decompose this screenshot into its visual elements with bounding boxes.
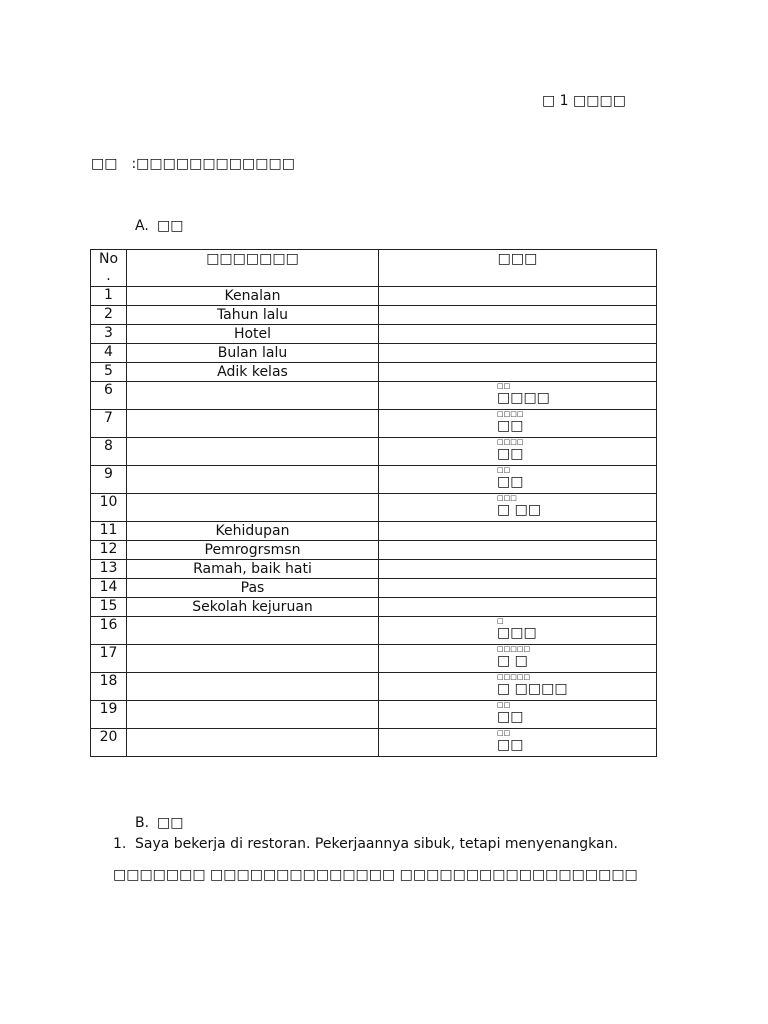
japanese-word: □□ (497, 446, 524, 462)
row-japanese (379, 344, 657, 363)
japanese-word: □□□□ (497, 390, 550, 406)
row-indonesian: Tahun lalu (127, 306, 379, 325)
row-japanese (379, 645, 657, 673)
ruby-group (497, 438, 523, 463)
table-row (91, 287, 657, 306)
row-japanese (379, 466, 657, 494)
ruby-group (497, 410, 523, 435)
ruby-group (497, 466, 523, 491)
row-japanese (379, 438, 657, 466)
table-row (91, 438, 657, 466)
header-japanese: □□□ (379, 250, 657, 287)
name-line (91, 156, 295, 172)
row-indonesian (127, 494, 379, 522)
furigana: □□ (497, 701, 511, 709)
row-indonesian: Bulan lalu (127, 344, 379, 363)
row-number: 10 (91, 494, 127, 522)
table-row (91, 560, 657, 579)
table-row (91, 579, 657, 598)
table-row (91, 494, 657, 522)
furigana: □□ (497, 466, 511, 474)
row-japanese (379, 306, 657, 325)
row-number: 13 (91, 560, 127, 579)
table-row (91, 645, 657, 673)
row-japanese (379, 410, 657, 438)
question-1-number: 1. (113, 836, 127, 852)
furigana: □□□□□ (497, 645, 531, 653)
row-number: 9 (91, 466, 127, 494)
japanese-word: □□ (497, 418, 524, 434)
section-a-title: □□ (157, 218, 184, 234)
row-japanese (379, 579, 657, 598)
ruby-group (497, 701, 523, 726)
row-number: 17 (91, 645, 127, 673)
row-japanese (379, 541, 657, 560)
row-number: 3 (91, 325, 127, 344)
row-number: 1 (91, 287, 127, 306)
row-number: 11 (91, 522, 127, 541)
question-1-answer: □□□□□□□ □□□□□□□□□□□□□□ □□□□□□□□□□□□□□□□□□ (113, 867, 638, 883)
section-b-title: □□ (157, 815, 184, 831)
table-row (91, 598, 657, 617)
row-indonesian (127, 645, 379, 673)
section-a-letter: A. (135, 218, 149, 234)
japanese-word: □□ (497, 474, 524, 490)
furigana: □□ (497, 382, 511, 390)
japanese-word: □ □□ (497, 502, 542, 518)
row-indonesian (127, 438, 379, 466)
row-indonesian: Adik kelas (127, 363, 379, 382)
table-row (91, 344, 657, 363)
row-number: 20 (91, 729, 127, 757)
furigana: □□□□ (497, 438, 524, 446)
page-header-right: □ 1 □□□□ (542, 93, 626, 109)
section-b-letter: B. (135, 815, 150, 831)
name-label: □□ (91, 156, 118, 172)
section-b-heading (135, 815, 183, 831)
row-number: 2 (91, 306, 127, 325)
row-number: 18 (91, 673, 127, 701)
table-row (91, 410, 657, 438)
ruby-group (497, 494, 541, 519)
row-japanese (379, 494, 657, 522)
table-header-row (91, 250, 657, 287)
row-japanese (379, 673, 657, 701)
header-indonesian: □□□□□□□ (127, 250, 379, 287)
row-indonesian: Kehidupan (127, 522, 379, 541)
row-number: 8 (91, 438, 127, 466)
row-japanese (379, 325, 657, 344)
row-number: 6 (91, 382, 127, 410)
table-row (91, 701, 657, 729)
japanese-word: □□□ (497, 625, 537, 641)
row-number: 12 (91, 541, 127, 560)
japanese-word: □□ (497, 709, 524, 725)
table-row (91, 617, 657, 645)
furigana: □□□ (497, 494, 517, 502)
row-indonesian: Ramah, baik hati (127, 560, 379, 579)
question-1-text: Saya bekerja di restoran. Pekerjaannya sibuk, tetapi menyenangkan. (135, 836, 618, 852)
table-row (91, 673, 657, 701)
row-japanese (379, 560, 657, 579)
ruby-group (497, 382, 550, 407)
row-japanese (379, 363, 657, 382)
row-indonesian (127, 410, 379, 438)
row-japanese (379, 617, 657, 645)
row-number: 15 (91, 598, 127, 617)
row-number: 19 (91, 701, 127, 729)
header-no (91, 250, 127, 287)
ruby-group (497, 617, 537, 642)
furigana: □ (497, 617, 504, 625)
table-row (91, 306, 657, 325)
furigana: □□ (497, 729, 511, 737)
row-number: 7 (91, 410, 127, 438)
row-japanese (379, 729, 657, 757)
row-number: 4 (91, 344, 127, 363)
section-a-heading (135, 218, 183, 234)
row-japanese (379, 598, 657, 617)
row-japanese (379, 287, 657, 306)
row-indonesian (127, 382, 379, 410)
row-number: 14 (91, 579, 127, 598)
table-row (91, 729, 657, 757)
japanese-word: □ □ (497, 653, 528, 669)
table-row (91, 382, 657, 410)
header-no-text: No . (98, 251, 119, 284)
row-indonesian (127, 466, 379, 494)
row-indonesian (127, 701, 379, 729)
furigana: □□□□ (497, 410, 524, 418)
japanese-word: □□ (497, 737, 524, 753)
table-row (91, 363, 657, 382)
row-indonesian: Pemrogrsmsn (127, 541, 379, 560)
row-indonesian: Sekolah kejuruan (127, 598, 379, 617)
row-japanese (379, 382, 657, 410)
ruby-group (497, 729, 523, 754)
row-indonesian: Kenalan (127, 287, 379, 306)
name-value: :□□□□□□□□□□□□ (131, 156, 295, 172)
ruby-group (497, 673, 568, 698)
japanese-word: □ □□□□ (497, 681, 568, 697)
row-indonesian (127, 673, 379, 701)
question-1 (113, 836, 618, 852)
row-indonesian (127, 617, 379, 645)
table-row (91, 325, 657, 344)
row-number: 16 (91, 617, 127, 645)
row-indonesian: Hotel (127, 325, 379, 344)
row-japanese (379, 701, 657, 729)
row-japanese (379, 522, 657, 541)
row-indonesian: Pas (127, 579, 379, 598)
row-number: 5 (91, 363, 127, 382)
table-row (91, 541, 657, 560)
row-indonesian (127, 729, 379, 757)
vocabulary-table (90, 249, 657, 757)
table-row (91, 522, 657, 541)
table-row (91, 466, 657, 494)
furigana: □□□□□ (497, 673, 531, 681)
ruby-group (497, 645, 530, 670)
